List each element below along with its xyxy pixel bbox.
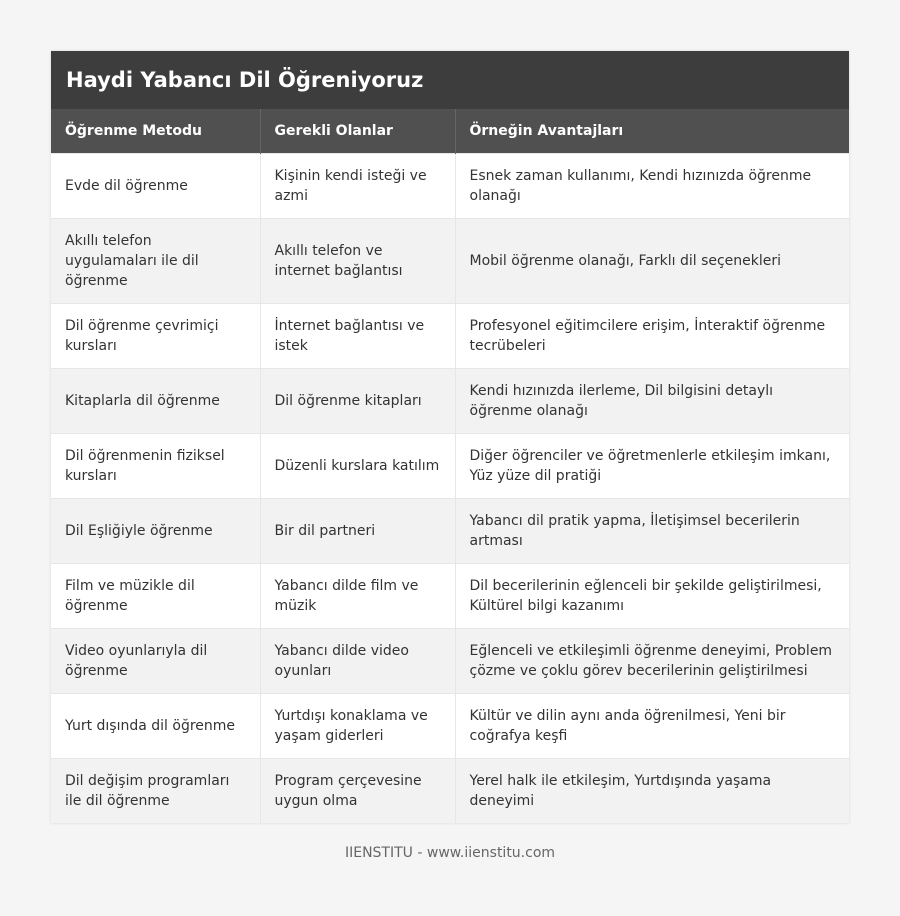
cell-method: Dil Eşliğiyle öğrenme: [51, 498, 260, 563]
table-row: [51, 563, 849, 628]
cell-requirements: İnternet bağlantısı ve istek: [260, 303, 455, 368]
cell-requirements: Kişinin kendi isteği ve azmi: [260, 153, 455, 218]
table-row: [51, 758, 849, 823]
cell-method: Dil öğrenmenin fiziksel kursları: [51, 433, 260, 498]
cell-method: Dil öğrenme çevrimiçi kursları: [51, 303, 260, 368]
table-card: [51, 51, 849, 823]
table-row: [51, 433, 849, 498]
cell-advantages: Kültür ve dilin aynı anda öğrenilmesi, Yeni bir coğrafya keşfi: [455, 693, 849, 758]
cell-method: Video oyunlarıyla dil öğrenme: [51, 628, 260, 693]
methods-table: [51, 109, 849, 823]
title-bar: [51, 51, 849, 109]
cell-advantages: Kendi hızınızda ilerleme, Dil bilgisini detaylı öğrenme olanağı: [455, 368, 849, 433]
cell-method: Film ve müzikle dil öğrenme: [51, 563, 260, 628]
cell-advantages: Yerel halk ile etkileşim, Yurtdışında yaşama deneyimi: [455, 758, 849, 823]
cell-requirements: Dil öğrenme kitapları: [260, 368, 455, 433]
cell-advantages: Diğer öğrenciler ve öğretmenlerle etkileşim imkanı, Yüz yüze dil pratiği: [455, 433, 849, 498]
cell-requirements: Bir dil partneri: [260, 498, 455, 563]
footer-credit: IIENSTITU - www.iienstitu.com: [344, 845, 556, 861]
cell-advantages: Yabancı dil pratik yapma, İletişimsel becerilerin artması: [455, 498, 849, 563]
cell-advantages: Dil becerilerinin eğlenceli bir şekilde geliştirilmesi, Kültürel bilgi kazanımı: [455, 563, 849, 628]
cell-requirements: Yabancı dilde film ve müzik: [260, 563, 455, 628]
cell-method: Kitaplarla dil öğrenme: [51, 368, 260, 433]
table-row: [51, 303, 849, 368]
table-header-row: [51, 109, 849, 153]
cell-requirements: Akıllı telefon ve internet bağlantısı: [260, 218, 455, 303]
column-header-advantages: Örneğin Avantajları: [455, 109, 849, 153]
table-row: [51, 153, 849, 218]
cell-requirements: Yurtdışı konaklama ve yaşam giderleri: [260, 693, 455, 758]
cell-requirements: Düzenli kurslara katılım: [260, 433, 455, 498]
column-header-method: Öğrenme Metodu: [51, 109, 260, 153]
cell-method: Dil değişim programları ile dil öğrenme: [51, 758, 260, 823]
page-title: Haydi Yabancı Dil Öğreniyoruz: [66, 68, 424, 92]
table-row: [51, 693, 849, 758]
cell-advantages: Eğlenceli ve etkileşimli öğrenme deneyimi, Problem çözme ve çoklu görev becerilerinin geliştirilmesi: [455, 628, 849, 693]
table-row: [51, 368, 849, 433]
cell-method: Evde dil öğrenme: [51, 153, 260, 218]
cell-advantages: Profesyonel eğitimcilere erişim, İnteraktif öğrenme tecrübeleri: [455, 303, 849, 368]
table-row: [51, 628, 849, 693]
table-row: [51, 498, 849, 563]
cell-method: Akıllı telefon uygulamaları ile dil öğrenme: [51, 218, 260, 303]
cell-method: Yurt dışında dil öğrenme: [51, 693, 260, 758]
column-header-requirements: Gerekli Olanlar: [260, 109, 455, 153]
cell-requirements: Program çerçevesine uygun olma: [260, 758, 455, 823]
cell-requirements: Yabancı dilde video oyunları: [260, 628, 455, 693]
cell-advantages: Esnek zaman kullanımı, Kendi hızınızda öğrenme olanağı: [455, 153, 849, 218]
table-row: [51, 218, 849, 303]
cell-advantages: Mobil öğrenme olanağı, Farklı dil seçenekleri: [455, 218, 849, 303]
